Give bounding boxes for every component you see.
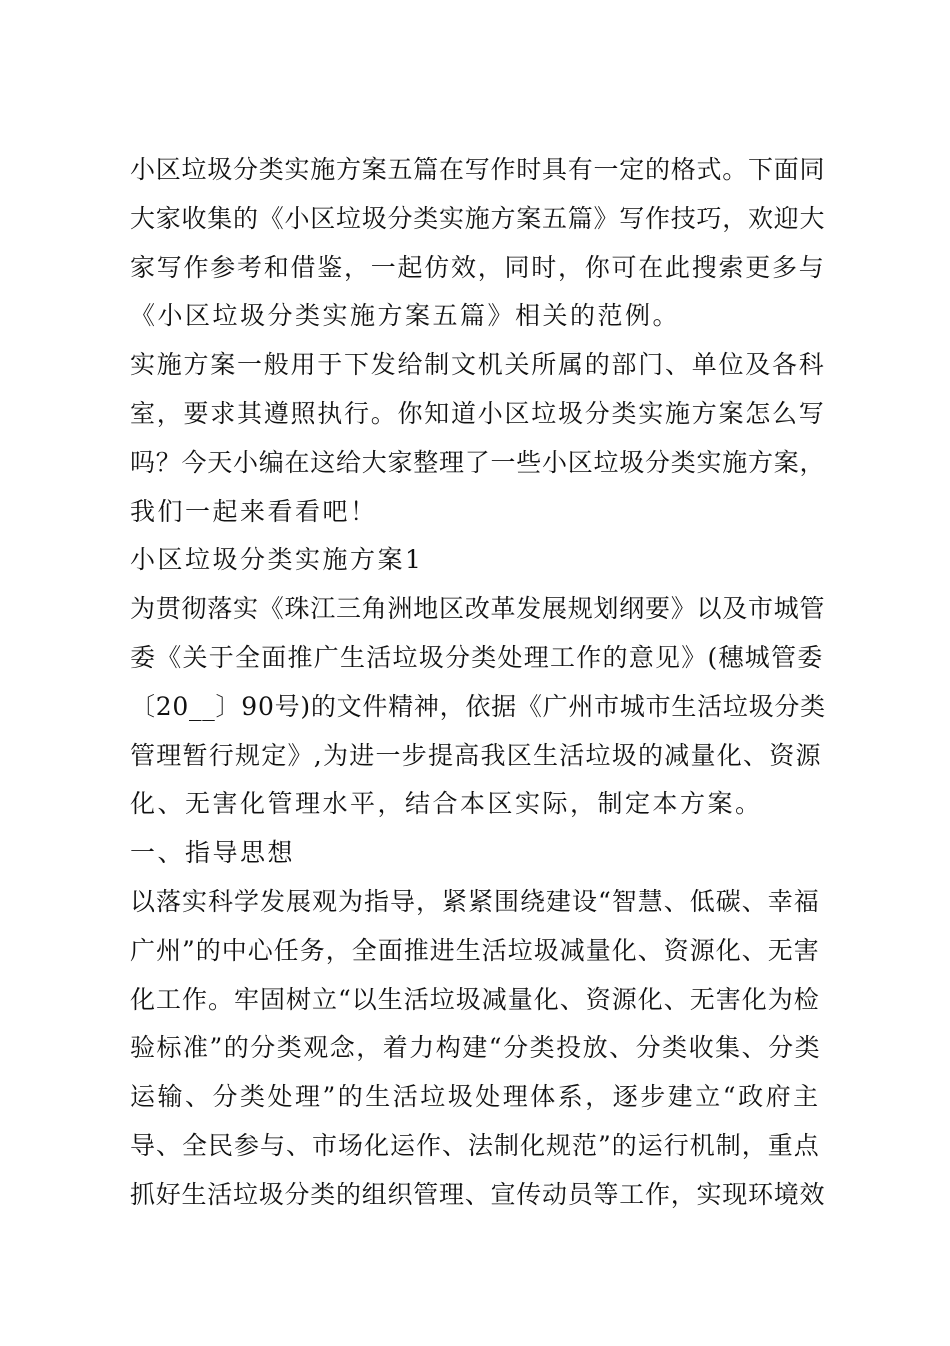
intro-line-3: 家写作参考和借鉴，一起仿效，同时，你可在此搜索更多与: [130, 252, 826, 282]
body-line-11: 导、全民参与、市场化运作、法制化规范”的运行机制，重点: [130, 1130, 820, 1160]
body-line-8: 化工作。牢固树立“以生活垃圾减量化、资源化、无害化为检: [130, 984, 820, 1014]
body-line-3: 〔20__〕90号)的文件精神，依据《广州市城市生活垃圾分类: [130, 691, 826, 721]
intro-line-1: 小区垃圾分类实施方案五篇在写作时具有一定的格式。下面同: [130, 155, 826, 184]
intro-line-6: 室，要求其遵照执行。你知道小区垃圾分类实施方案怎么写: [130, 398, 826, 428]
body-line-4: 管理暂行规定》,为进一步提高我区生活垃圾的减量化、资源: [130, 740, 822, 770]
body-line-10: 运输、分类处理”的生活垃圾处理体系，逐步建立“政府主: [130, 1082, 821, 1112]
section-title: 小区垃圾分类实施方案1: [130, 545, 424, 575]
document-body: [130, 146, 826, 1220]
intro-line-4: 《小区垃圾分类实施方案五篇》相关的范例。: [130, 301, 681, 331]
intro-line-5: 实施方案一般用于下发给制文机关所属的部门、单位及各科: [130, 350, 826, 380]
body-line-6: 以落实科学发展观为指导，紧紧围绕建设“智慧、低碳、幸福: [130, 886, 820, 916]
body-line-12: 抓好生活垃圾分类的组织管理、宣传动员等工作，实现环境效: [130, 1179, 826, 1209]
subsection-heading: 一、指导思想: [130, 838, 296, 868]
body-line-1: 为贯彻落实《珠江三角洲地区改革发展规划纲要》以及市城管: [130, 594, 826, 624]
intro-line-7: 吗？今天小编在这给大家整理了一些小区垃圾分类实施方案，: [130, 447, 826, 477]
intro-line-8: 我们一起来看看吧！: [130, 496, 378, 526]
body-line-7: 广州”的中心任务，全面推进生活垃圾减量化、资源化、无害: [130, 935, 820, 965]
body-line-9: 验标准”的分类观念，着力构建“分类投放、分类收集、分类: [130, 1033, 822, 1063]
body-line-2: 委《关于全面推广生活垃圾分类处理工作的意见》(穗城管委: [130, 642, 824, 672]
body-line-5: 化、无害化管理水平，结合本区实际，制定本方案。: [130, 789, 763, 819]
intro-line-2: 大家收集的《小区垃圾分类实施方案五篇》写作技巧，欢迎大: [130, 203, 826, 233]
